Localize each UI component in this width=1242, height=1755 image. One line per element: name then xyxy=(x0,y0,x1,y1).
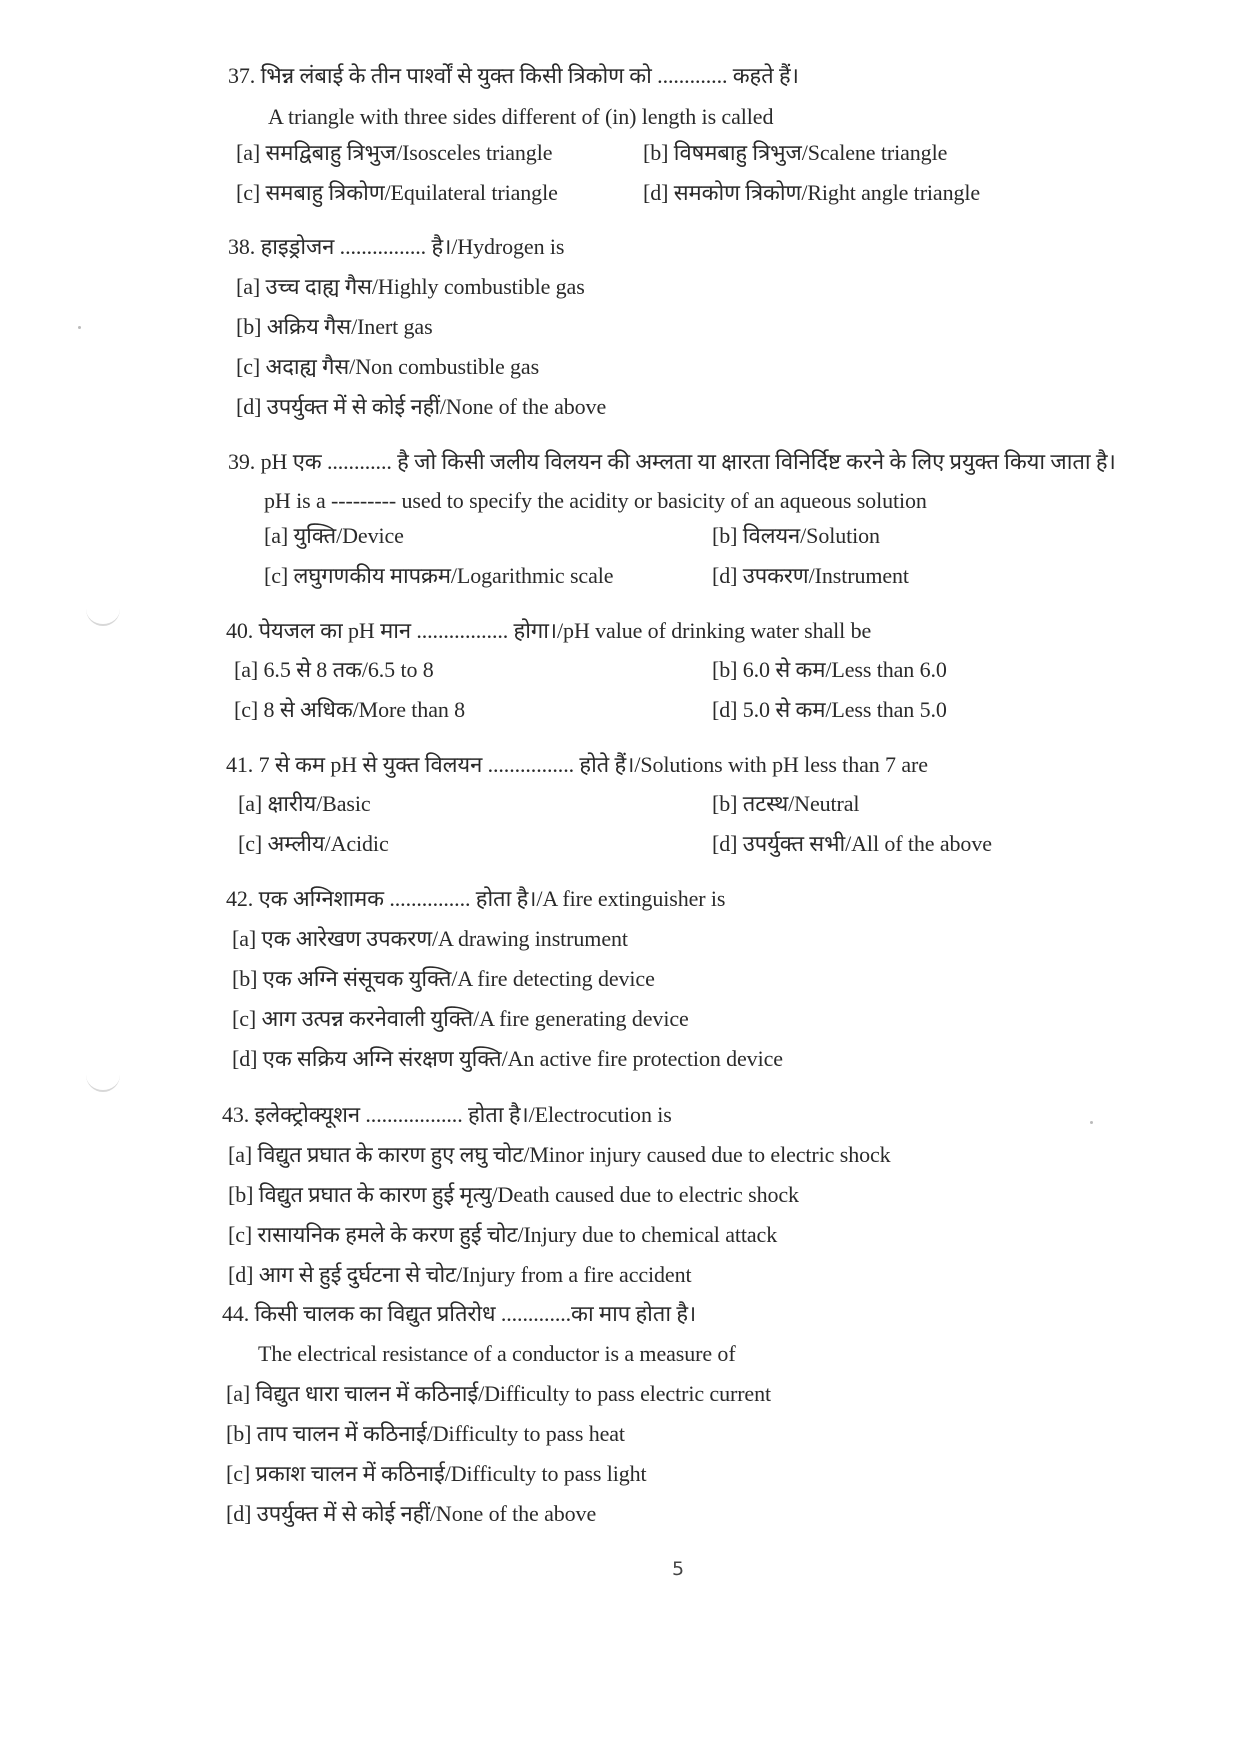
question-subtitle: pH is a --------- used to specify the acidity or basicity of an aqueous solution xyxy=(264,488,927,513)
option-b: [b] विषमबाहु त्रिभुज/Scalene triangle xyxy=(643,140,948,165)
option-a: [a] उच्च दाह्य गैस/Highly combustible gas xyxy=(236,274,585,299)
option-d: [d] उपर्युक्त में से कोई नहीं/None of the above xyxy=(236,394,607,419)
option-c: [c] लघुगणकीय मापक्रम/Logarithmic scale xyxy=(264,563,614,588)
option-b: [b] ताप चालन में कठिनाई/Difficulty to pass heat xyxy=(226,1421,625,1446)
option-c: [c] प्रकाश चालन में कठिनाई/Difficulty to pass light xyxy=(226,1461,647,1486)
option-b: [b] अक्रिय गैस/Inert gas xyxy=(236,314,433,339)
option-b: [b] विद्युत प्रघात के कारण हुई मृत्यु/Death caused due to electric shock xyxy=(228,1182,799,1207)
question-title: 39. pH एक ............ है जो किसी जलीय विलयन की अम्लता या क्षारता विनिर्दिष्ट करने के लिए प्रयुक्त किया जाता है। xyxy=(228,449,1116,474)
option-a: [a] विद्युत प्रघात के कारण हुए लघु चोट/Minor injury caused due to electric shock xyxy=(228,1142,891,1167)
question-title: 43. इलेक्ट्रोक्यूशन .................. होता है।/Electrocution is xyxy=(222,1102,672,1127)
option-a: [a] क्षारीय/Basic xyxy=(238,791,371,816)
option-c: [c] रासायनिक हमले के करण हुई चोट/Injury due to chemical attack xyxy=(228,1222,778,1247)
option-d: [d] उपकरण/Instrument xyxy=(712,563,909,588)
question-title: 38. हाइड्रोजन ................ है।/Hydrogen is xyxy=(228,234,565,259)
option-a: [a] समद्विबाहु त्रिभुज/Isosceles triangle xyxy=(236,140,553,165)
option-d: [d] समकोण त्रिकोण/Right angle triangle xyxy=(643,180,981,205)
margin-punch-mark xyxy=(86,608,120,626)
question-subtitle: The electrical resistance of a conductor is a measure of xyxy=(258,1341,736,1366)
option-d: [d] उपर्युक्त सभी/All of the above xyxy=(712,831,992,856)
option-c: [c] आग उत्पन्न करनेवाली युक्ति/A fire generating device xyxy=(232,1006,689,1031)
option-d: [d] आग से हुई दुर्घटना से चोट/Injury from a fire accident xyxy=(228,1262,692,1287)
scan-speck xyxy=(78,326,81,329)
question-title: 44. किसी चालक का विद्युत प्रतिरोध .............का माप होता है। xyxy=(222,1301,697,1326)
question-title: 37. भिन्न लंबाई के तीन पार्श्वों से युक्त किसी त्रिकोण को ............. कहते हैं। xyxy=(228,63,799,88)
option-a: [a] 6.5 से 8 तक/6.5 to 8 xyxy=(234,657,434,682)
option-d: [d] उपर्युक्त में से कोई नहीं/None of the above xyxy=(226,1501,597,1526)
option-d: [d] 5.0 से कम/Less than 5.0 xyxy=(712,697,947,722)
option-b: [b] तटस्थ/Neutral xyxy=(712,791,860,816)
option-a: [a] युक्ति/Device xyxy=(264,523,404,548)
option-c: [c] 8 से अधिक/More than 8 xyxy=(234,697,466,722)
question-title: 41. 7 से कम pH से युक्त विलयन ................ होते हैं।/Solutions with pH less than 7 are xyxy=(226,752,928,777)
margin-punch-mark xyxy=(86,1074,120,1092)
page-number: 5 xyxy=(672,1558,685,1580)
option-d: [d] एक सक्रिय अग्नि संरक्षण युक्ति/An active fire protection device xyxy=(232,1046,783,1071)
scan-speck xyxy=(1090,1121,1093,1124)
option-b: [b] 6.0 से कम/Less than 6.0 xyxy=(712,657,947,682)
option-c: [c] अदाह्य गैस/Non combustible gas xyxy=(236,354,540,379)
question-title: 40. पेयजल का pH मान ................. होगा।/pH value of drinking water shall be xyxy=(226,618,872,643)
question-subtitle: A triangle with three sides different of (in) length is called xyxy=(268,104,774,129)
option-c: [c] अम्लीय/Acidic xyxy=(238,831,389,856)
question-title: 42. एक अग्निशामक ............... होता है।/A fire extinguisher is xyxy=(226,886,726,911)
option-b: [b] एक अग्नि संसूचक युक्ति/A fire detecting device xyxy=(232,966,655,991)
option-a: [a] विद्युत धारा चालन में कठिनाई/Difficulty to pass electric current xyxy=(226,1381,771,1406)
option-b: [b] विलयन/Solution xyxy=(712,523,880,548)
option-a: [a] एक आरेखण उपकरण/A drawing instrument xyxy=(232,926,628,951)
option-c: [c] समबाहु त्रिकोण/Equilateral triangle xyxy=(236,180,558,205)
